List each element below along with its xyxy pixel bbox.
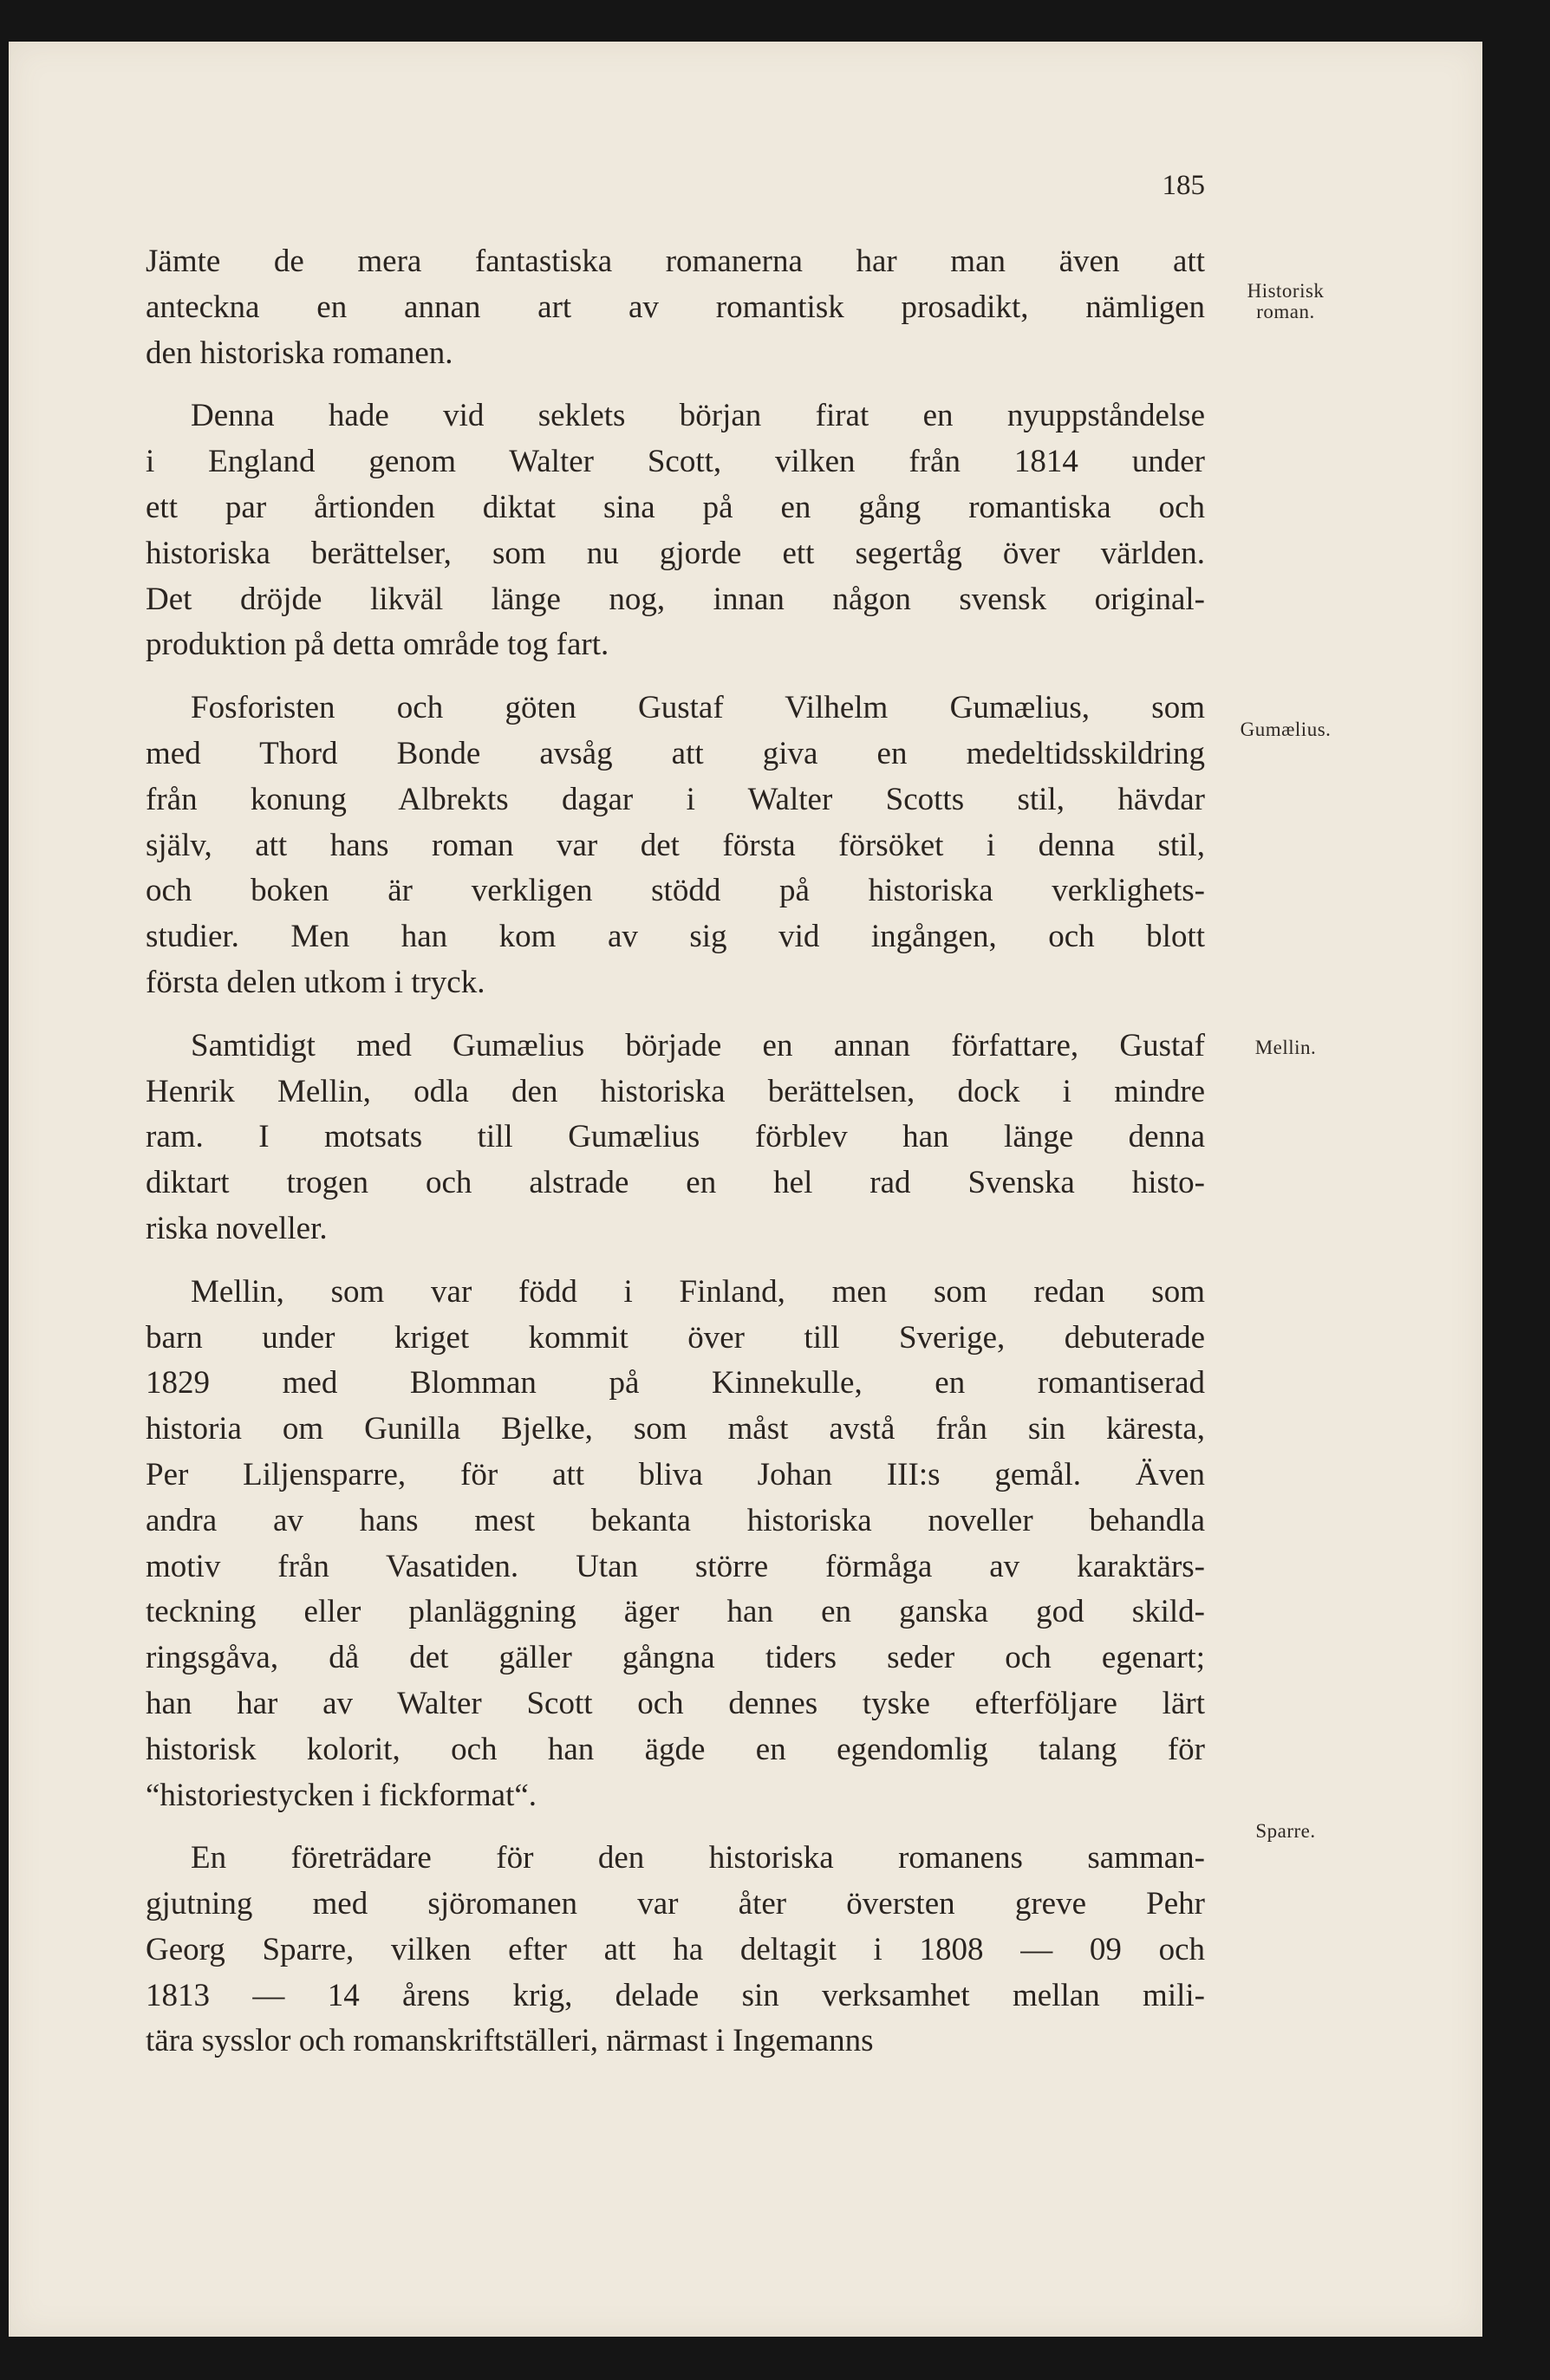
book-page — [9, 42, 1482, 2337]
marginal-note-mellin: Mellin. — [1254, 1037, 1317, 1058]
text-line: diktart trogen och alstrade en hel rad Svenska histo- — [146, 1165, 1205, 1201]
paragraph — [146, 393, 1205, 668]
paragraph — [146, 1270, 1205, 1819]
text-line: den historiska romanen. — [146, 335, 453, 371]
text-line: “historiestycken i fickformat“. — [146, 1777, 537, 1813]
marginal-note-line: Historisk — [1247, 280, 1325, 302]
text-line: Fosforisten och göten Gustaf Vilhelm Gumælius, som — [191, 690, 1205, 726]
marginal-note-sparre: Sparre. — [1255, 1820, 1316, 1842]
text-line: Georg Sparre, vilken efter att ha deltagit i 1808 — 09 och — [146, 1931, 1205, 1967]
text-line: Det dröjde likväl länge nog, innan någon svensk original- — [146, 581, 1205, 617]
paragraph-gap — [146, 1006, 1205, 1024]
text-line: historiska berättelser, som nu gjorde ett segertåg över världen. — [146, 535, 1205, 571]
paragraph-gap — [146, 1252, 1205, 1270]
paragraph — [146, 1024, 1205, 1252]
text-line: gjutning med sjöromanen var åter översten greve Pehr — [146, 1886, 1205, 1922]
text-line: han har av Walter Scott och dennes tyske efterföljare lärt — [146, 1685, 1205, 1721]
marginal-note-line: roman. — [1256, 301, 1315, 322]
text-line: Henrik Mellin, odla den historiska berättelsen, dock i mindre — [146, 1073, 1205, 1109]
text-line: studier. Men han kom av sig vid ingången, och blott — [146, 919, 1205, 955]
text-line: och boken är verkligen stödd på historiska verklighets- — [146, 873, 1205, 909]
text-line: med Thord Bonde avsåg att giva en medeltidsskildring — [146, 735, 1205, 771]
paragraph — [146, 1836, 1205, 2065]
text-line: 1829 med Blomman på Kinnekulle, en romantiserad — [146, 1365, 1205, 1401]
text-line: Samtidigt med Gumælius började en annan författare, Gustaf — [191, 1027, 1205, 1063]
paragraph-gap — [146, 668, 1205, 686]
text-line: Mellin, som var född i Finland, men som redan som — [191, 1273, 1205, 1310]
marginal-note-historisk — [1225, 281, 1346, 322]
page-number: 185 — [1162, 170, 1205, 201]
text-line: Denna hade vid seklets början firat en nyuppståndelse — [191, 398, 1205, 434]
text-line: historisk kolorit, och han ägde en egendomlig talang för — [146, 1731, 1205, 1767]
text-line: riska noveller. — [146, 1210, 328, 1246]
text-line: ett par årtionden diktat sina på en gång romantiska och — [146, 489, 1205, 525]
text-line: ram. I motsats till Gumælius förblev han länge denna — [146, 1119, 1205, 1155]
text-line: En företrädare för den historiska romanens samman- — [191, 1840, 1205, 1876]
text-line: 1813 — 14 årens krig, delade sin verksamhet mellan mili- — [146, 1977, 1205, 2013]
text-line: i England genom Walter Scott, vilken från 1814 under — [146, 444, 1205, 480]
text-line: barn under kriget kommit över till Sverige, debuterade — [146, 1319, 1205, 1356]
text-line: produktion på detta område tog fart. — [146, 627, 609, 663]
text-line: motiv från Vasatiden. Utan större förmåga av karaktärs- — [146, 1548, 1205, 1584]
text-line: första delen utkom i tryck. — [146, 964, 485, 1000]
paragraph-gap — [146, 1818, 1205, 1836]
text-line: andra av hans mest bekanta historiska noveller behandla — [146, 1502, 1205, 1538]
text-line: tära sysslor och romanskriftställeri, närmast i Ingemanns — [146, 2023, 874, 2059]
paragraph — [146, 239, 1205, 376]
text-line: ringsgåva, då det gäller gångna tiders seder och egenart; — [146, 1640, 1205, 1676]
text-line: Jämte de mera fantastiska romanerna har man även att — [146, 244, 1205, 279]
text-line: historia om Gunilla Bjelke, som måst avstå från sin käresta, — [146, 1411, 1205, 1447]
marginal-note-gumaelius: Gumælius. — [1240, 719, 1332, 740]
text-line: från konung Albrekts dagar i Walter Scotts stil, hävdar — [146, 781, 1205, 817]
text-line: teckning eller planläggning äger han en ganska god skild- — [146, 1594, 1205, 1630]
text-line: anteckna en annan art av romantisk prosadikt, nämligen — [146, 289, 1205, 325]
text-line: Per Liljensparre, för att bliva Johan III:s gemål. Även — [146, 1456, 1205, 1492]
body-text — [146, 239, 1205, 2065]
text-line: själv, att hans roman var det första försöket i denna stil, — [146, 827, 1205, 863]
paragraph-gap — [146, 376, 1205, 393]
paragraph — [146, 686, 1205, 1006]
